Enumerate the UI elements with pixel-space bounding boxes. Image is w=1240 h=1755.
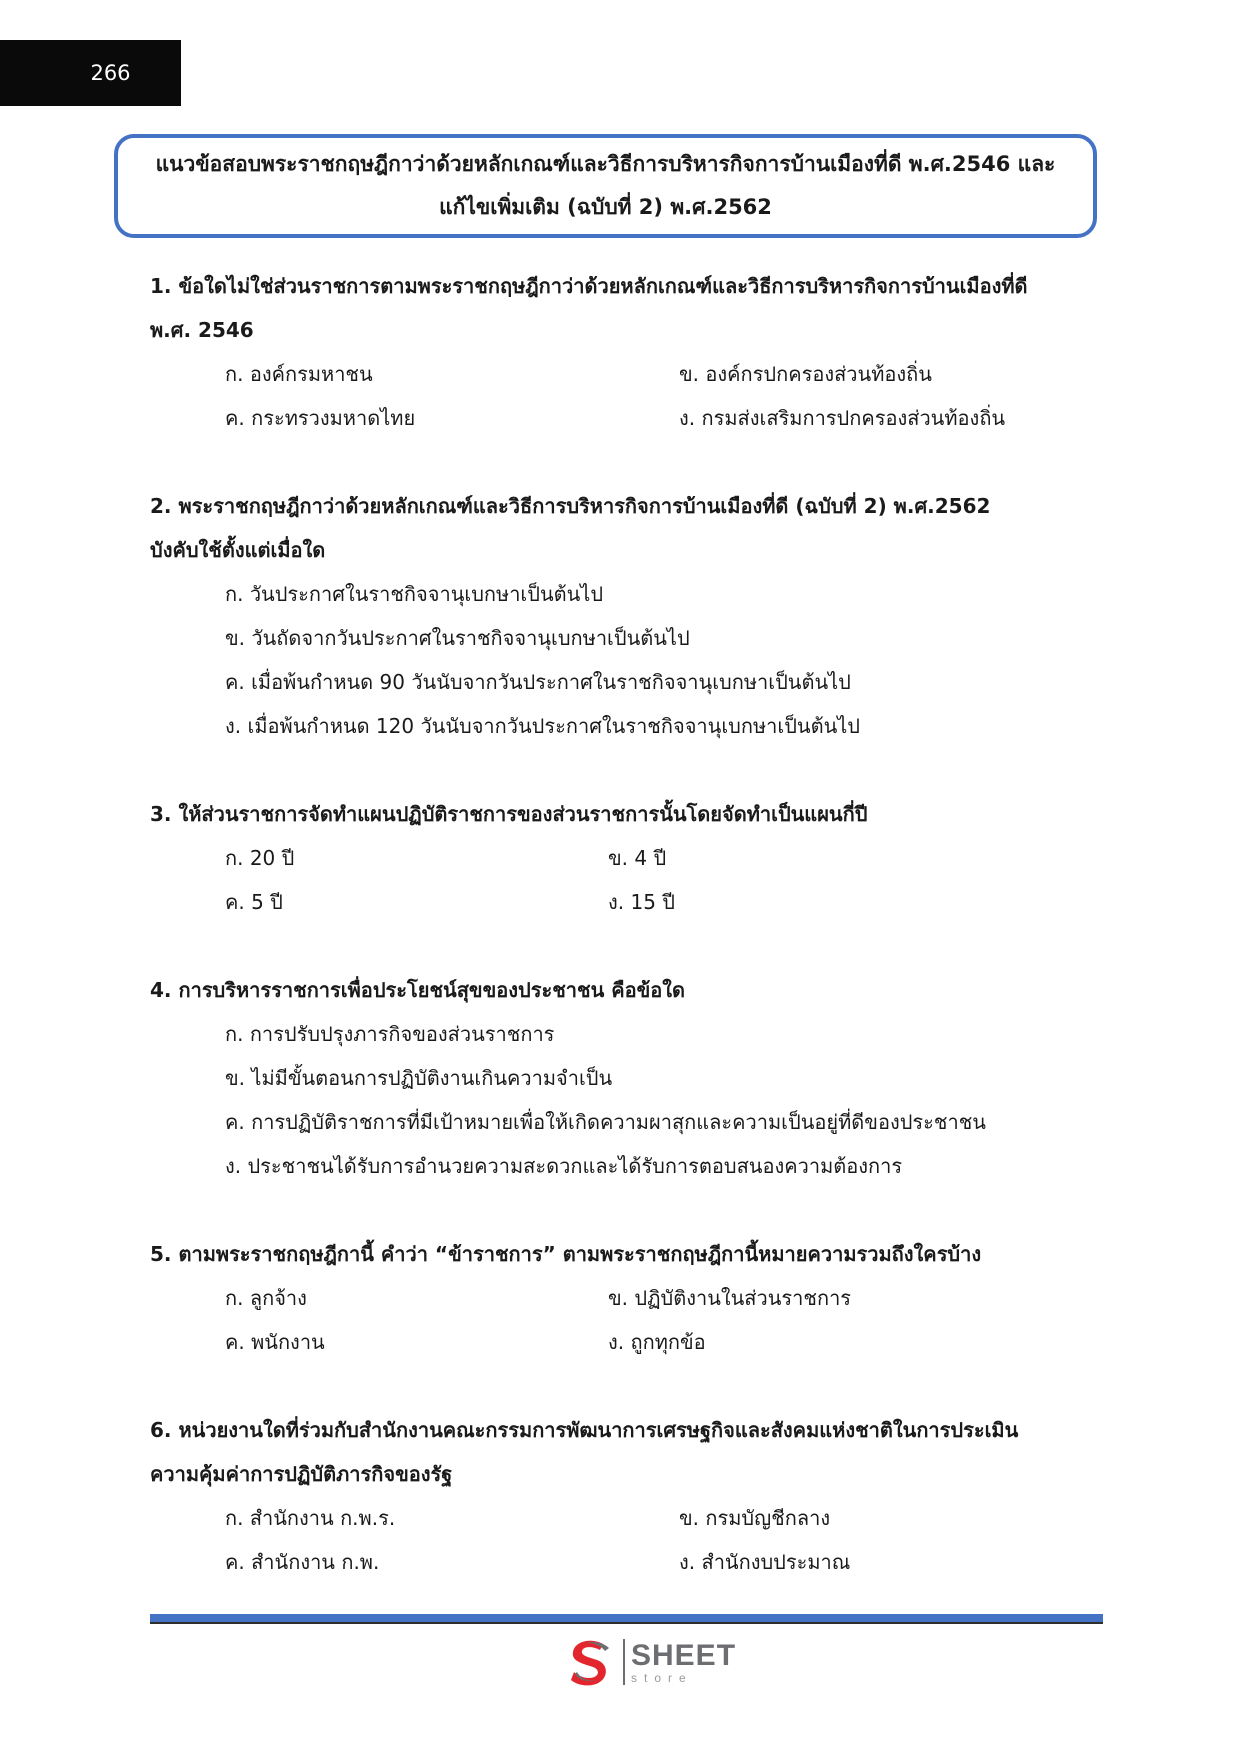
- option-a: ก. สำนักงาน ก.พ.ร.: [225, 1506, 396, 1530]
- option-d: ง. สำนักงบประมาณ: [679, 1550, 851, 1574]
- option-d: ง. 15 ปี: [608, 890, 675, 914]
- sheet-store-logo: [563, 1634, 736, 1690]
- option-b: ข. ไม่มีขั้นตอนการปฏิบัติงานเกินความจำเป็น: [225, 1066, 613, 1090]
- option-b: ข. องค์กรปกครองส่วนท้องถิ่น: [679, 362, 932, 386]
- question-text: 5. ตามพระราชกฤษฎีกานี้ คำว่า “ข้าราชการ” ตามพระราชกฤษฎีกานี้หมายความรวมถึงใครบ้าง: [150, 1242, 982, 1266]
- option-d: ง. ถูกทุกข้อ: [608, 1330, 706, 1354]
- option-d: ง. เมื่อพ้นกำหนด 120 วันนับจากวันประกาศในราชกิจจานุเบกษาเป็นต้นไป: [225, 714, 860, 738]
- question-text: 6. หน่วยงานใดที่ร่วมกับสำนักงานคณะกรรมการพัฒนาการเศรษฐกิจและสังคมแห่งชาติในการประเมิน: [150, 1418, 1019, 1442]
- footer-divider: [150, 1614, 1103, 1622]
- option-c: ค. เมื่อพ้นกำหนด 90 วันนับจากวันประกาศในราชกิจจานุเบกษาเป็นต้นไป: [225, 670, 851, 694]
- logo-brand-text: SHEET: [631, 1638, 737, 1672]
- page-number-tab: [0, 40, 181, 106]
- logo-divider: [623, 1639, 625, 1685]
- question-text: 2. พระราชกฤษฎีกาว่าด้วยหลักเกณฑ์และวิธีการบริหารกิจการบ้านเมืองที่ดี (ฉบับที่ 2) พ.ศ.2562: [150, 494, 991, 518]
- page-number: 266: [90, 61, 131, 85]
- question-text: 3. ให้ส่วนราชการจัดทำแผนปฏิบัติราชการของส่วนราชการนั้นโดยจัดทำเป็นแผนกี่ปี: [150, 802, 868, 826]
- question-6: [150, 1408, 1090, 1496]
- option-b: ข. วันถัดจากวันประกาศในราชกิจจานุเบกษาเป็นต้นไป: [225, 626, 690, 650]
- option-b: ข. 4 ปี: [608, 846, 667, 870]
- option-c: ค. กระทรวงมหาดไทย: [225, 406, 416, 430]
- option-c: ค. พนักงาน: [225, 1330, 325, 1354]
- question-text: 1. ข้อใดไม่ใช่ส่วนราชการตามพระราชกฤษฎีกาว่าด้วยหลักเกณฑ์และวิธีการบริหารกิจการบ้านเมืองที่ดี: [150, 274, 1028, 298]
- logo-sub-text: store: [631, 1670, 693, 1685]
- option-a: ก. ลูกจ้าง: [225, 1286, 307, 1310]
- title-line-1: แนวข้อสอบพระราชกฤษฎีกาว่าด้วยหลักเกณฑ์และวิธีการบริหารกิจการบ้านเมืองที่ดี พ.ศ.2546 และ: [155, 152, 1056, 176]
- title-line-2: แก้ไขเพิ่มเติม (ฉบับที่ 2) พ.ศ.2562: [439, 195, 772, 219]
- option-b: ข. ปฏิบัติงานในส่วนราชการ: [608, 1286, 852, 1310]
- option-a: ก. วันประกาศในราชกิจจานุเบกษาเป็นต้นไป: [225, 582, 604, 606]
- option-a: ก. การปรับปรุงภารกิจของส่วนราชการ: [225, 1022, 555, 1046]
- question-text: 4. การบริหารราชการเพื่อประโยชน์สุขของประชาชน คือข้อใด: [150, 978, 686, 1002]
- question-text: บังคับใช้ตั้งแต่เมื่อใด: [150, 538, 326, 562]
- question-3: [150, 792, 1090, 836]
- question-text: พ.ศ. 2546: [150, 318, 254, 342]
- question-2: [150, 484, 1090, 572]
- sheet-store-logo-icon: [563, 1634, 619, 1690]
- option-d: ง. กรมส่งเสริมการปกครองส่วนท้องถิ่น: [679, 406, 1006, 430]
- option-a: ก. องค์กรมหาชน: [225, 362, 373, 386]
- option-c: ค. 5 ปี: [225, 890, 283, 914]
- question-text: ความคุ้มค่าการปฏิบัติภารกิจของรัฐ: [150, 1462, 453, 1486]
- question-1: [150, 264, 1090, 352]
- option-c: ค. การปฏิบัติราชการที่มีเป้าหมายเพื่อให้เกิดความผาสุกและความเป็นอยู่ที่ดีของประชาชน: [225, 1110, 986, 1134]
- option-a: ก. 20 ปี: [225, 846, 295, 870]
- option-c: ค. สำนักงาน ก.พ.: [225, 1550, 380, 1574]
- question-5: [150, 1232, 1090, 1276]
- question-4: [150, 968, 1090, 1012]
- title-box: [114, 134, 1097, 238]
- option-b: ข. กรมบัญชีกลาง: [679, 1506, 831, 1530]
- option-d: ง. ประชาชนได้รับการอำนวยความสะดวกและได้รับการตอบสนองความต้องการ: [225, 1154, 903, 1178]
